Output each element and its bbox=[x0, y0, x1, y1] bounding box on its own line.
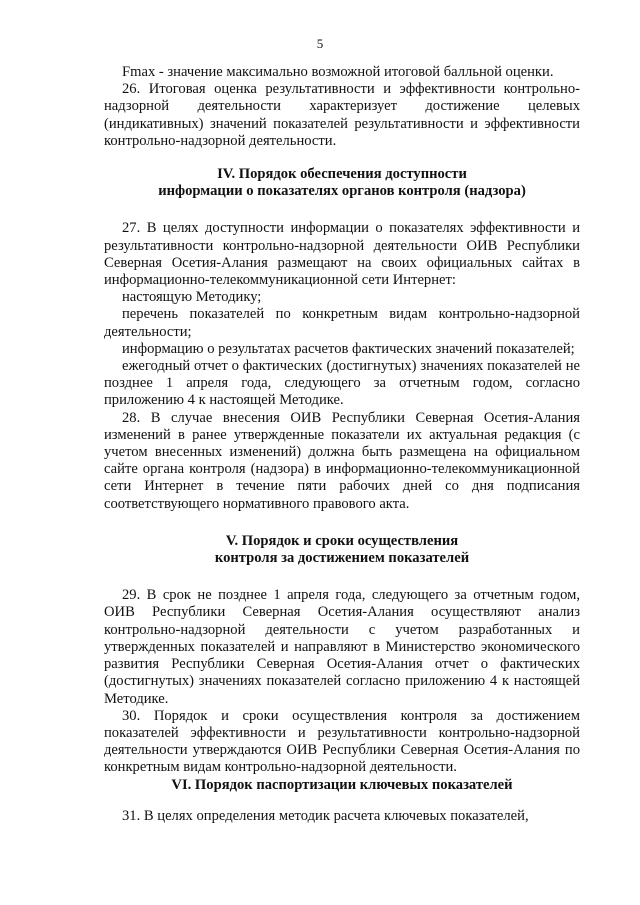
paragraph-26: 26. Итоговая оценка результативности и эффективности контрольно-надзорной деятельности характеризует достижение целевых (индикативных) значений показателей результативности и эффективности контрольно-надзорной деятельности. bbox=[104, 81, 580, 149]
section-5-heading-line2: контроля за достижением показателей bbox=[214, 550, 470, 567]
section-4-heading-line1: IV. Порядок обеспечения доступности bbox=[217, 166, 467, 183]
paragraph-28: 28. В случае внесения ОИВ Республики Северная Осетия-Алания изменений в ранее утвержденные показатели их актуальная редакция (с учетом внесенных изменений) должна быть размещена на официальном сайте органа контроля (надзора) в информационно-телекоммуникационной сети Интернет в течение пяти рабочих дней со дня подписания соответствующего нормативного правового акта. bbox=[104, 409, 580, 512]
paragraph-29: 29. В срок не позднее 1 апреля года, следующего за отчетным годом, ОИВ Республики Северная Осетия-Алания осуществляют анализ контрольно-надзорной деятельности с учетом разработанных и утвержденных показателей и направляют в Министерство экономического развития Республики Северная Осетия-Алания отчет о фактических (достигнутых) значениях показателей согласно приложению 4 к настоящей Методике. bbox=[104, 587, 580, 707]
paragraph-27-item: настоящую Методику; bbox=[122, 289, 262, 306]
fmax-definition: Fmax - значение максимально возможной итоговой балльной оценки. bbox=[122, 64, 554, 80]
section-5-heading-line1: V. Порядок и сроки осуществления bbox=[225, 532, 459, 549]
section-6-heading: VI. Порядок паспортизации ключевых показателей bbox=[171, 776, 513, 793]
section-4-heading-line2: информации о показателях органов контроля (надзора) bbox=[158, 183, 526, 200]
paragraph-27-item: ежегодный отчет о фактических (достигнутых) значениях показателей не позднее 1 апреля года, следующего за отчетным годом, согласно приложению 4 к настоящей Методике. bbox=[104, 358, 580, 409]
paragraph-27: 27. В целях доступности информации о показателях эффективности и результативности контрольно-надзорной деятельности ОИВ Республики Северная Осетия-Алания размещают на своих официальных сайтах в информационно-телекоммуникационной сети Интернет: bbox=[104, 220, 580, 289]
paragraph-30: 30. Порядок и сроки осуществления контроля за достижением показателей эффективности и результативности контрольно-надзорной деятельности утверждаются ОИВ Республики Северная Осетия-Алания по конкретным видам контрольно-надзорной деятельности. bbox=[104, 707, 580, 776]
page-number: 5 bbox=[316, 36, 324, 51]
paragraph-31: 31. В целях определения методик расчета ключевых показателей, bbox=[122, 807, 529, 824]
document-body bbox=[104, 64, 580, 825]
paragraph-27-item: информацию о результатах расчетов фактических значений показателей; bbox=[122, 340, 575, 357]
paragraph-27-item: перечень показателей по конкретным видам контрольно-надзорной деятельности; bbox=[104, 306, 580, 340]
